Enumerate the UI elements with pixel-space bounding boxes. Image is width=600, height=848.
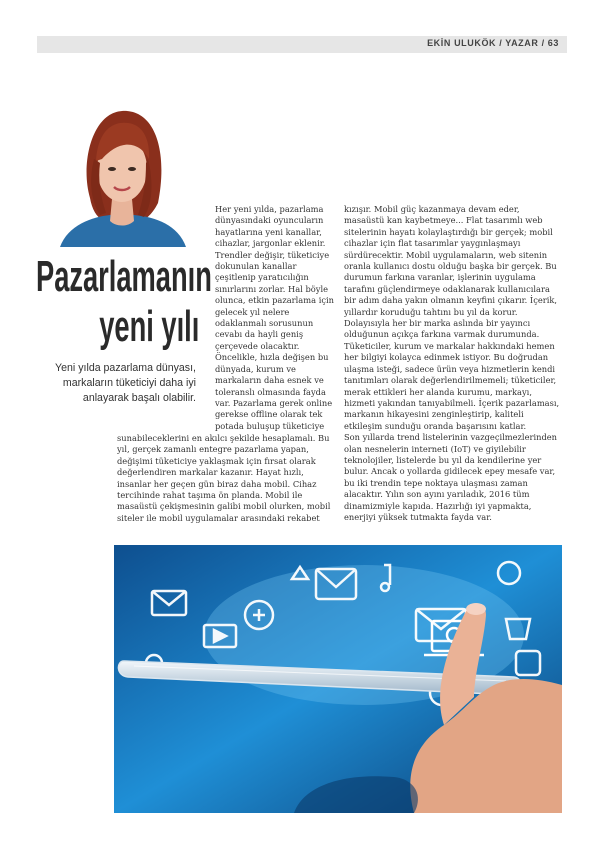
body-paragraph: sunabileceklerini en akılcı şekilde hesaplamalı. Bu yıl, gerçek zamanlı entegre pazarlama yapan, değişimi tüketiciye yaklaşmak için fırsat olarak değerlendiren markalar kazanır. Hayat hızlı, insanlar her geçen gün biraz daha mobil. Cihaz tercihinde rahat taşıma ön planda. Mobil ile masaüstü çekişmesinin galibi mobil olurken, mobil siteler ile mobil uygulamalar arasındaki rekabet: [117, 433, 331, 523]
body-paragraph: Son yıllarda trend listelerinin vazgeçilmezlerinden olan nesnelerin interneti (IoT) ve giyilebilir teknolojiler, listelerde bu yıl da kendilerine yer bulur. Ancak o yollarda gidilecek epey mesafe var, bu iki trendin tepe noktaya ulaşması zaman alacaktır. Yılın son ayını yarıladık, 2016 tüm dinamizmiyle kapıda. Hazırlığı iyi yapmakta, enerjiyi yüksek tutmakta fayda var.: [344, 432, 558, 522]
author-portrait: [52, 103, 192, 247]
header-author-page: EKİN ULUKÖK / YAZAR / 63: [427, 38, 559, 48]
body-paragraph: Her yeni yılda, pazarlama dünyasındaki oyuncuların hayatlarına yeni kanallar, cihazlar, jargonlar eklenir. Trendler değişir, tüketiciye dokunulan kanallar çeşitlenip yaratıcılığın sınırlarını zorlar. Hal böyle olunca, etkin pazarlama için gelecek yıl nelere odaklanmalı sorusunun cevabı da hayli geniş çerçevede olacaktır. Öncelikle, hızla değişen bu dünyada, kurum ve markaların daha esnek ve toleranslı olmasında fayda var. Pazarlama gerek online gerekse offline olarak tek potada buluşup tüketiciye: [215, 204, 335, 431]
body-column-2: [344, 204, 560, 523]
header-bar: [37, 36, 567, 53]
article-subtitle: Yeni yılda pazarlama dünyası, markaların tüketiciyi daha iyi anlayarak başalı olabilir.: [55, 362, 196, 404]
title-line-1: Pazarlamanın: [36, 252, 212, 301]
title-line-2: yeni yılı: [99, 302, 200, 351]
tablet-social-illustration: [114, 545, 562, 813]
body-paragraph: kızışır. Mobil güç kazanmaya devam eder, masaüstü kan kaybetmeye... Flat tasarımlı web sitelerinin hayatı kolaylaştırdığı bir gerçek; mobil cihazlar için flat tasarımlar yaygınlaşmayı sürdürecektir. Mobil uygulamaların, web sitenin oranla kullanıcı dostu olduğu başka bir gerçek. Bu durumun farkına varanlar, işlerinin uygulama tarafını güçlendirmeye odaklanarak kullanıcılara bir adım daha yakın olmanın keyfini çıkarır. İçerik, yıllardır koruduğu tahtını bu yıl da korur. Dolayısıyla her bir marka aslında bir yayıncı olduğunun açıkça farkına varmak durumunda. Tüketiciler, kurum ve markalar hakkındaki hemen her bilgiyi kolayca edinmek istiyor. Bu doğrudan ulaşma isteği, sadece ürün veya hizmetlerin kendi tanıtımları olarak değerlendirilmemeli; tüketiciler, merak ettikleri her alanda kurumu, markayı, hizmeti yakından tanıyabilmeli. İçerik pazarlaması, markanın hikayesini zenginleştirip, kaliteli etkileşim sunduğu oranda başarısını katlar.: [344, 204, 560, 431]
body-column-1-top: [215, 204, 337, 432]
body-column-1-bottom: [117, 433, 337, 524]
article-title: [36, 252, 212, 352]
